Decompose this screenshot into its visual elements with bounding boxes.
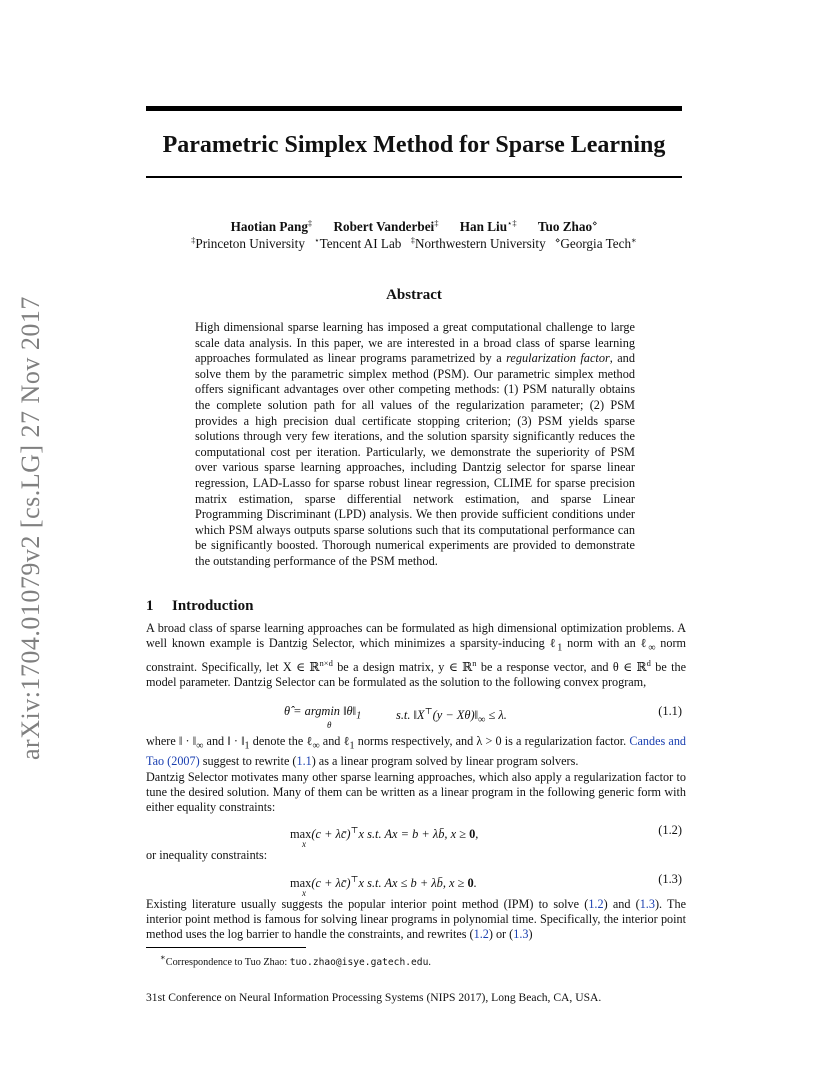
footnote: ∗Correspondence to Tuo Zhao: tuo.zhao@isye.gatech.edu. <box>160 952 431 968</box>
section-heading: 1 Introduction <box>146 598 254 614</box>
arxiv-stamp: arXiv:1704.01079v2 [cs.LG] 27 Nov 2017 <box>16 296 45 760</box>
abstract-heading: Abstract <box>386 287 442 303</box>
equation-number: (1.3) <box>658 872 682 886</box>
intro-paragraph: or inequality constraints: <box>146 848 268 862</box>
title-bottom-rule <box>146 176 682 178</box>
citation-link[interactable]: Candes and Tao (2007) <box>146 734 687 768</box>
conference-note: 31st Conference on Neural Information Processing Systems (NIPS 2017), Long Beach, CA, USA. <box>146 991 602 1004</box>
affiliation: ‡Princeton University <box>191 235 305 251</box>
intro-paragraph: A broad class of sparse learning approaches can be formulated as high dimensional optimization problems. A well known example is Dantzig Selector, which minimizes a sparsity-inducing ℓ$_1$ norm with an ℓ$_\infty$ norm constraint. Specifically, let X ∈ ℝ$^{n\times d}$ be a design matrix, y ∈ ℝ$^n$ be a response vector, and θ ∈ ℝ$^d$ be the model parameter. Dantzig Selector can be formulated as the solution to the following convex program, <box>146 621 687 690</box>
affiliation: ⋆Tencent AI Lab <box>314 235 402 251</box>
author: Haotian Pang‡ <box>230 218 313 234</box>
equation-1-3: max(c + λc̄)⊤x s.t. Ax ≤ b + λb̄, x ≥ 0. x (1.3) <box>290 872 682 898</box>
intro-paragraph: Dantzig Selector motivates many other sparse learning approaches, which also apply a regularization factor to tune the desired solution. Many of them can be written as a linear program in the following generic form with either equality constraints: <box>146 770 686 815</box>
affiliation: ⋄Georgia Tech∗ <box>554 235 637 251</box>
footnote-rule <box>146 947 306 948</box>
affiliation: ‡Northwestern University <box>410 235 546 251</box>
equation-ref-link[interactable]: 1.3 <box>639 897 655 911</box>
title-top-rule <box>146 106 682 111</box>
equation-ref-link[interactable]: 1.3 <box>513 927 529 942</box>
intro-paragraph: Existing literature usually suggests the popular interior point method (IPM) to solve (1.2) and (1.3). The interior point method is famous for solving linear programs in polynomial time. Specifically, the interior point method uses the log barrier to handle the constraints, and rewrites (1.2) or (1.3) <box>146 897 686 942</box>
author: Tuo Zhao⋄ <box>537 218 598 234</box>
email-address: tuo.zhao@isye.gatech.edu <box>289 957 429 968</box>
paper-title: Parametric Simplex Method for Sparse Learning <box>162 132 666 158</box>
equation-1-1: θ̂ = argmin $‖\theta‖_1$ θ s.t. ‖X⊤(y − $X\theta)‖_\infty \le \lambda$. (1.1) <box>284 704 682 730</box>
author: Han Liu⋆‡ <box>459 218 517 234</box>
equation-ref-link[interactable]: 1.2 <box>588 897 604 911</box>
equation-ref-link[interactable]: 1.2 <box>473 927 489 942</box>
affiliation-list <box>146 232 682 252</box>
abstract-emphasis: regularization factor <box>506 351 610 366</box>
equation-number: (1.1) <box>658 704 682 718</box>
author: Robert Vanderbei‡ <box>333 218 439 234</box>
equation-number: (1.2) <box>658 823 682 837</box>
equation-ref-link[interactable]: 1.1 <box>296 753 312 768</box>
intro-paragraph: where ‖ · $‖_\infty$ and ‖ · $‖_1$ denote the ℓ$_\infty$ and ℓ$_1$ norms respectively, and λ > 0 is a regularization factor. Candes and Tao (2007) suggest to rewrite (1.1) as a linear program solved by linear program solvers. <box>146 734 687 768</box>
abstract-body: High dimensional sparse learning has imposed a great computational challenge to large scale data analysis. In this paper, we are interested in a broad class of sparse learning approaches formulated as linear programs parametrized by a regularization factor, and solve them by the parametric simplex method (PSM). Our parametric simplex method offers significant advantages over other competing methods: (1) PSM naturally obtains the complete solution path for all values of the regularization parameter; (2) PSM provides a high precision dual certificate stopping criterion; (3) PSM yields sparse solutions through very few iterations, and the solution sparsity significantly reduces the computational cost per iteration. Particularly, we demonstrate the superiority of PSM over various sparse learning approaches, including Dantzig selector for sparse linear regression, LAD-Lasso for sparse robust linear regression, CLIME for sparse precision matrix estimation, sparse differential network estimation, and sparse Linear Programming Discriminant (LPD) analysis. We then provide sufficient conditions under which PSM always outputs sparse solutions such that its computational performance can be significantly boosted. Thorough numerical experiments are provided to demonstrate the outstanding performance of the PSM method. <box>195 320 635 568</box>
equation-1-2: max(c + λc̄)⊤x s.t. Ax = b + λb̄, x ≥ 0, x (1.2) <box>290 823 682 849</box>
